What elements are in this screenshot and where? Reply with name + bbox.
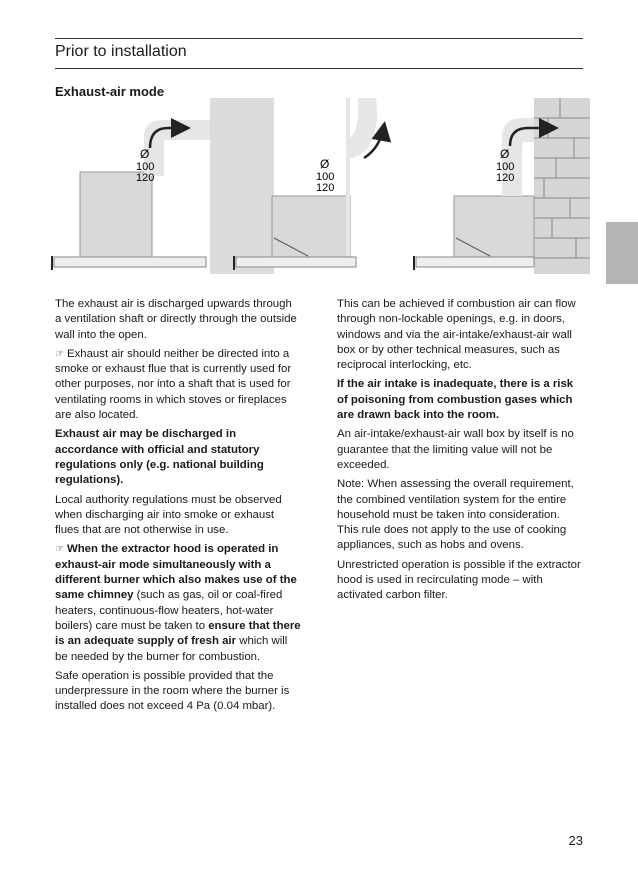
right-paragraph-1: This can be achieved if combustion air can flow through non-lockable openings, e.g. in doors, windows and via the air-intake/exhaust-air wall box or by other technical measures, such as reciprocal interlocking, etc.: [337, 298, 576, 372]
fig2-label-b: 120: [316, 182, 335, 194]
fig3-label-a: 100: [496, 161, 515, 173]
header-rule-bottom: [55, 68, 583, 69]
left-paragraph-2: Local authority regulations must be observed when discharging air into smoke or exhaust flues that are not otherwise in use.: [55, 493, 282, 537]
right-paragraph-2: An air-intake/exhaust-air wall box by itself is no guarantee that the limiting value will not be exceeded.: [337, 428, 574, 471]
right-bold-1: If the air intake is inadequate, there is a risk of poisoning from combustion gases which are drawn back into the room.: [337, 378, 574, 422]
pointing-hand-icon: ☞: [55, 544, 64, 556]
left-note-2-bold-2: ensure that there is an adequate supply of fresh air: [55, 619, 301, 648]
left-column: [55, 297, 301, 719]
left-note-1-text: Exhaust air should neither be directed into a smoke or exhaust flue that is currently used for other purposes, nor into a shaft that is used for ventilating rooms in which stoves or fireplaces are also located.: [55, 347, 292, 422]
left-paragraph-1: The exhaust air is discharged upwards through a ventilation shaft or directly through the outside wall into the open.: [55, 298, 297, 341]
left-paragraph-3: Safe operation is possible provided that the underpressure in the room where the burner is installed does not exceed 4 Pa (0.04 mbar).: [55, 669, 290, 713]
right-column: [337, 297, 583, 608]
fig1-label-a: 100: [136, 161, 155, 173]
left-note-2-bold: When the extractor hood is operated in exhaust-air mode simultaneously with a different burner which also makes use of the same chimney: [55, 543, 297, 602]
left-bold-1: Exhaust air may be discharged in accordance with official and statutory regulations only (e.g. national building regulations).: [55, 428, 264, 487]
left-note-2-text-2: which will be needed by the burner for combustion.: [55, 635, 288, 663]
fig2-label-a: 100: [316, 171, 335, 183]
right-paragraph-4: Unrestricted operation is possible if the extractor hood is used in recirculating mode – with activated carbon filter.: [337, 558, 581, 602]
fig2-diameter: Ø: [320, 157, 330, 171]
figure-panel-chimney-bend: [52, 98, 274, 274]
right-paragraph-3: Note: When assessing the overall requirement, the combined ventilation system for the entire household must be taken into consideration. This rule does not apply to the use of cooking appliances, such as hobs and ovens.: [337, 478, 574, 552]
pointing-hand-icon: ☞: [55, 348, 64, 360]
section-title: Prior to installation: [55, 43, 187, 60]
section-tab-marker: [606, 222, 638, 284]
left-note-1: [55, 347, 301, 423]
page-number: 23: [568, 833, 583, 848]
fig3-label-b: 120: [496, 172, 515, 184]
header-rule-top: [55, 38, 583, 39]
figure-panel-wall-outlet: [414, 98, 590, 274]
subheading: Exhaust-air mode: [55, 84, 165, 99]
left-note-2-text: (such as gas, oil or coal-fired heaters, continuous-flow heaters, hot-water boilers) care must be taken to: [55, 589, 283, 632]
left-note-2: [55, 542, 301, 664]
fig1-label-b: 120: [136, 172, 155, 184]
fig1-diameter: Ø: [140, 147, 150, 161]
exhaust-mode-figure: [50, 98, 590, 276]
fig3-diameter: Ø: [500, 147, 510, 161]
